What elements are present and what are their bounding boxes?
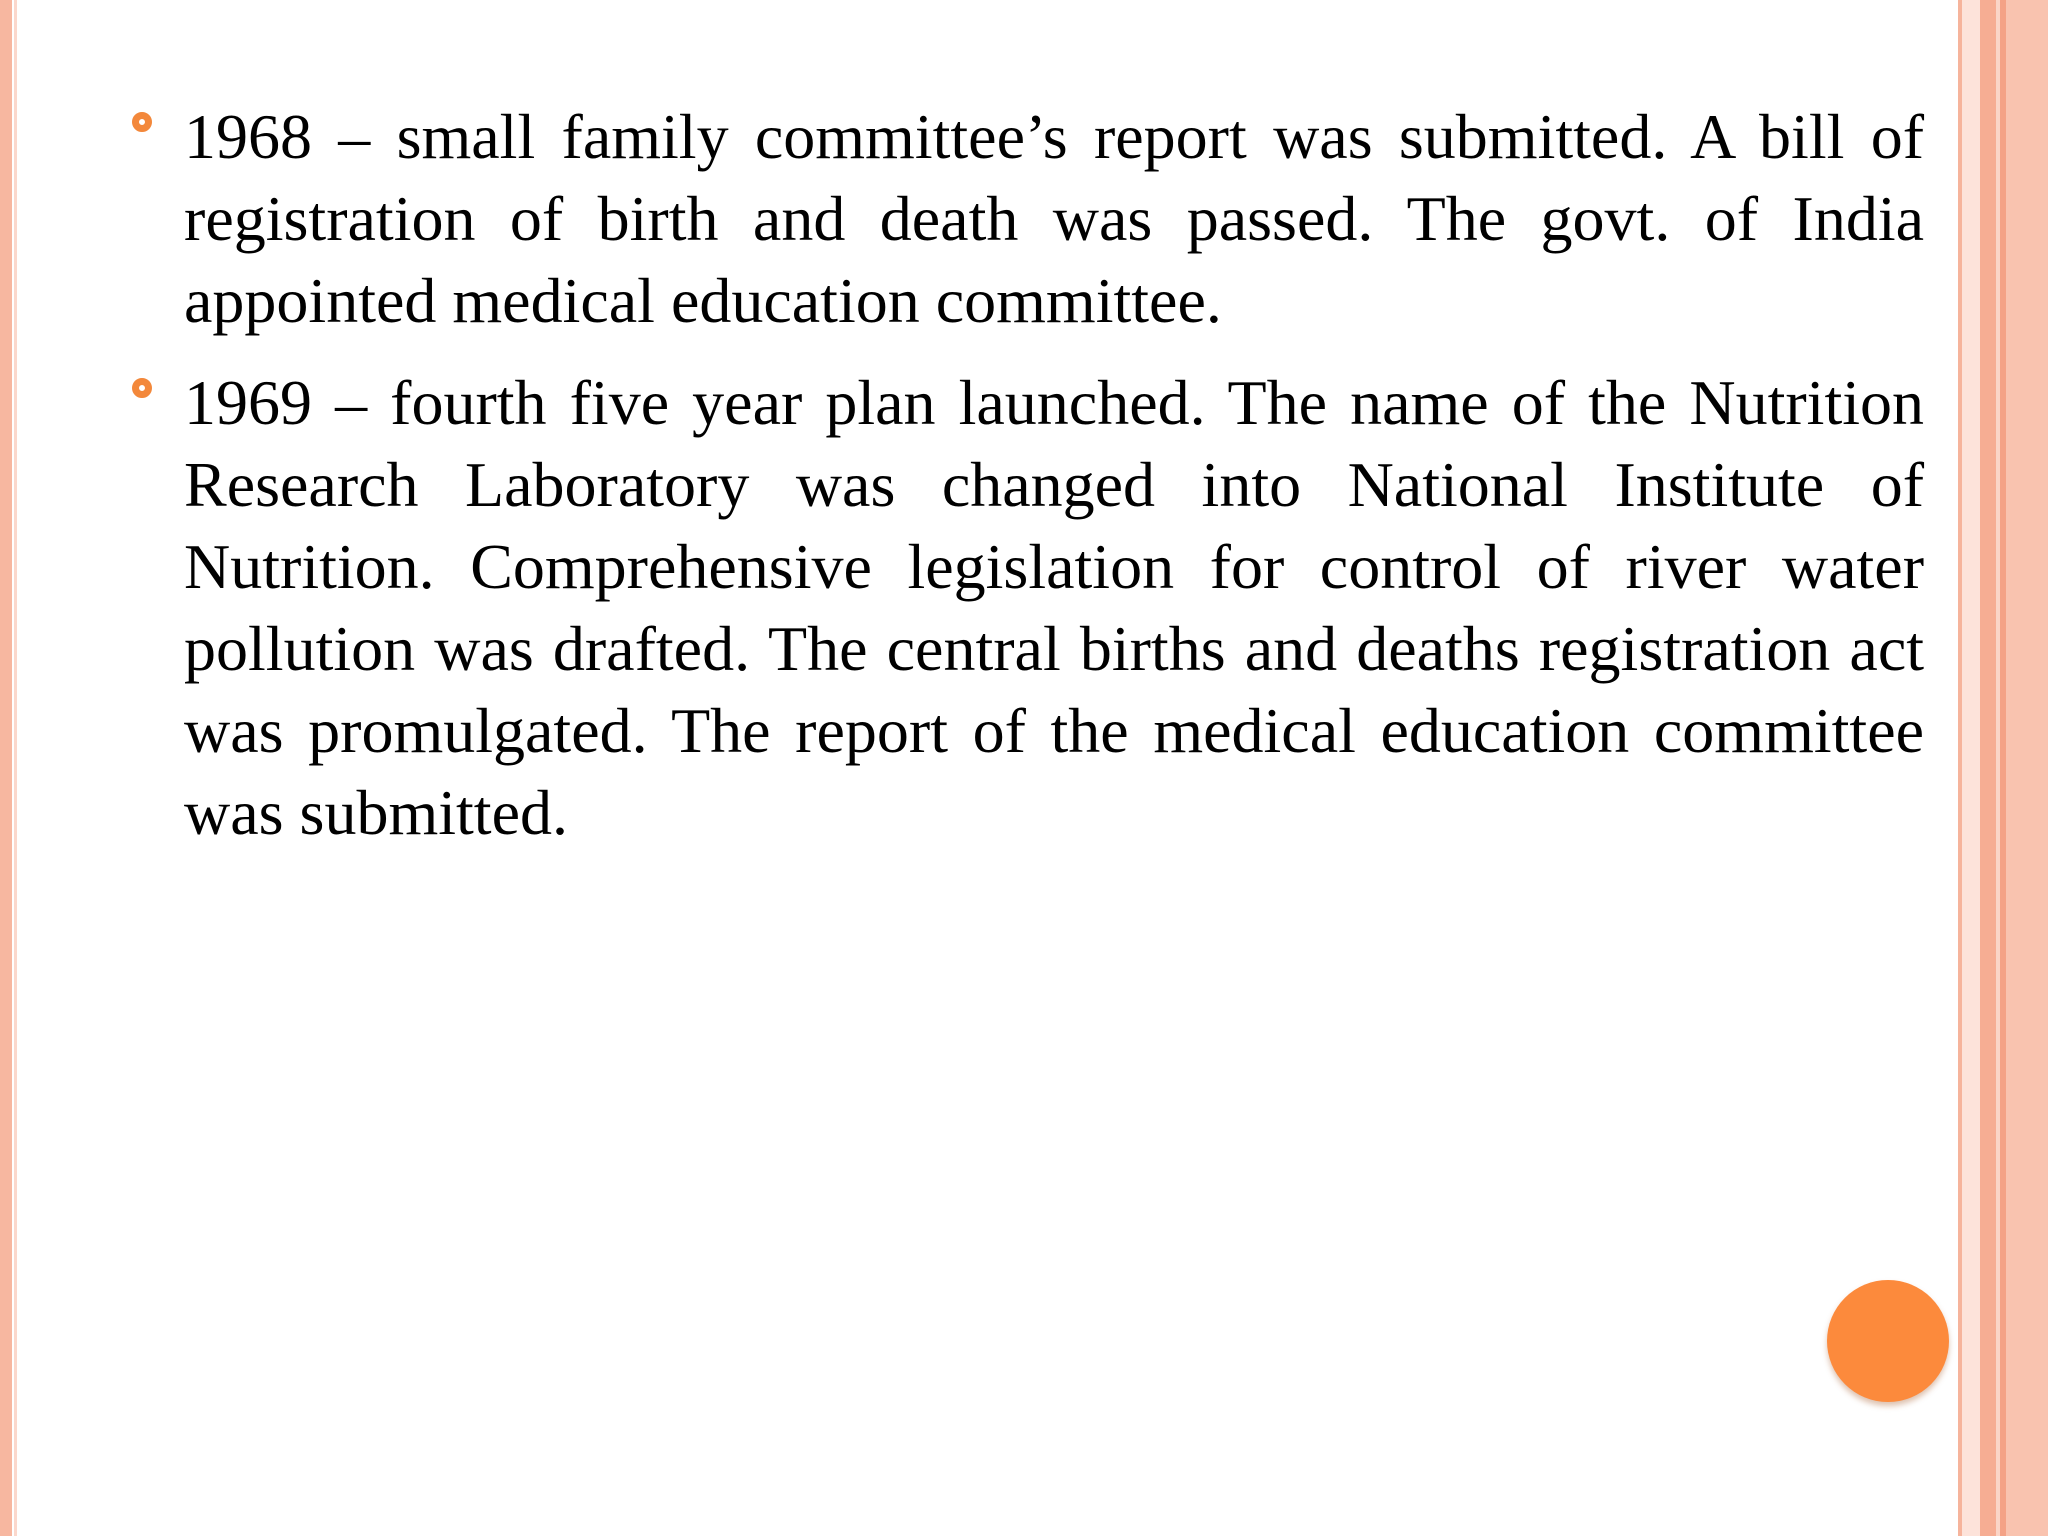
orange-circle-decoration: [1827, 1280, 1949, 1402]
bullet-item: [124, 96, 1924, 342]
hollow-circle-icon: [132, 378, 152, 398]
right-edge-light-stripe: [1962, 0, 1980, 1536]
bullet-text: 1968 – small family committee’s report was submitted. A bill of registration of birth and death was passed. The govt. of India appointed medical education committee.: [184, 101, 1924, 336]
left-edge-stripe: [0, 0, 12, 1536]
bullet-item: [124, 362, 1924, 854]
bullet-text: 1969 – fourth five year plan launched. The name of the Nutrition Research Laboratory was changed into National Institute of Nutrition. Comprehensive legislation for control of river water pollution was drafted. The central births and deaths registration act was promulgated. The report of the medical education committee was submitted.: [184, 367, 1924, 848]
left-edge-thin-stripe: [14, 0, 17, 1536]
right-edge-band: [1980, 0, 1996, 1536]
hollow-circle-icon: [132, 112, 152, 132]
bullet-list: [124, 96, 1924, 874]
right-edge-wide-stripe: [2006, 0, 2048, 1536]
